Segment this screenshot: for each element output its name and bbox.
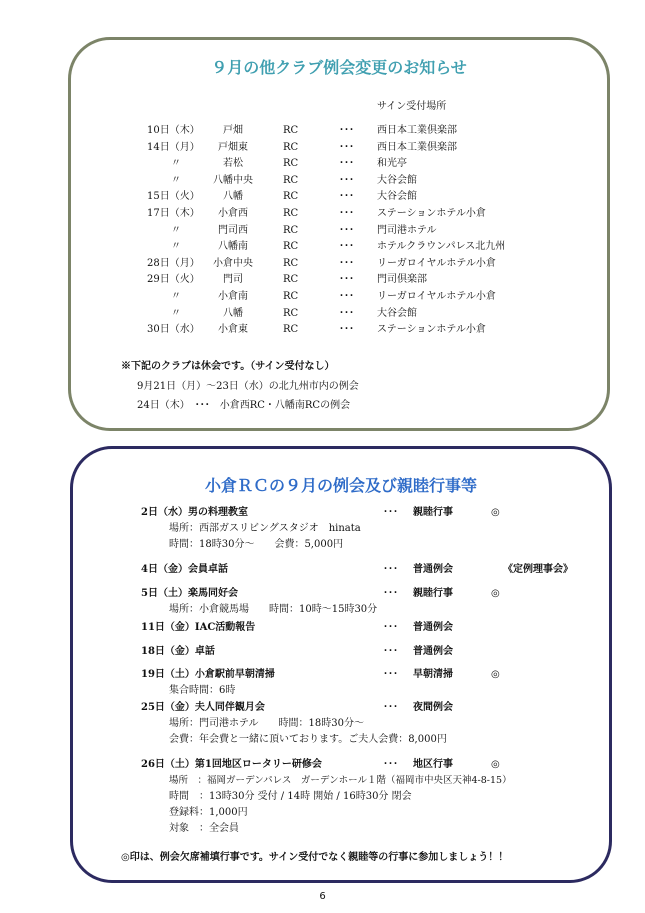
event-type: 親睦行事 — [413, 507, 453, 518]
row-rc: RC — [283, 191, 299, 203]
row-club: 小倉西 — [218, 208, 248, 219]
event-title: 26日（土）第1回地区ロータリー研修会 — [141, 759, 322, 770]
row-rc: RC — [283, 174, 299, 186]
event-detail: 場所：門司港ホテル 時間：18時30分～ — [169, 718, 364, 729]
event-dots: ･･･ — [383, 622, 398, 633]
event-detail: 場所 ：福岡ガーデンパレス ガーデンホール１階（福岡市中央区天神4-8-15） — [169, 775, 512, 786]
row-date: 10日（木） — [147, 125, 200, 136]
row-club: 小倉南 — [218, 291, 248, 302]
closure-note-line1: 9月21日（月）～23日（水）の北九州市内の例会 — [137, 381, 359, 392]
event-mark: ◎ — [491, 588, 500, 599]
row-dots: ･･･ — [339, 174, 354, 186]
row-place: リーガロイヤルホテル小倉 — [377, 291, 496, 302]
row-place: 門司倶楽部 — [377, 274, 427, 286]
row-date: 17日（木） — [147, 208, 200, 219]
row-club: 小倉東 — [218, 324, 248, 336]
event-title: 2日（水）男の料理教室 — [141, 507, 248, 518]
row-date: 30日（水） — [147, 324, 200, 336]
event-detail: 時間：18時30分～ 会費：5,000円 — [169, 539, 344, 550]
closure-note-heading: ※下記のクラブは休会です。（サイン受付なし） — [121, 361, 335, 372]
row-club: 八幡南 — [218, 241, 248, 253]
section1-title: ９月の他クラブ例会変更のお知らせ — [211, 58, 467, 77]
event-detail: 場所：小倉競馬場 時間：10時～15時30分 — [169, 604, 378, 615]
row-place: 西日本工業倶楽部 — [377, 125, 457, 136]
row-date: 〃 — [171, 291, 181, 302]
row-rc: RC — [283, 241, 299, 253]
event-dots: ･･･ — [383, 507, 398, 518]
row-dots: ･･･ — [339, 274, 354, 286]
row-rc: RC — [283, 274, 299, 286]
row-place: リーガロイヤルホテル小倉 — [377, 257, 496, 269]
event-dots: ･･･ — [383, 759, 398, 770]
event-dots: ･･･ — [383, 564, 398, 575]
row-place: 西日本工業倶楽部 — [377, 141, 457, 153]
event-detail: 時間 ：13時30分 受付 / 14時 開始 / 16時30分 閉会 — [169, 791, 412, 802]
footer-note: ◎印は、例会欠席補填行事です。サイン受付でなく親睦等の行事に参加しましょう！！ — [121, 852, 509, 863]
row-club: 門司 — [223, 274, 243, 286]
event-type: 普通例会 — [413, 622, 453, 633]
event-dots: ･･･ — [383, 669, 398, 680]
event-dots: ･･･ — [383, 588, 398, 599]
page-number: 6 — [319, 891, 326, 902]
closure-note-line2: 24日（木） ･･･ 小倉西RC・八幡南RCの例会 — [137, 400, 351, 411]
row-dots: ･･･ — [339, 291, 354, 302]
event-detail: 場所：西部ガスリビングスタジオ hinata — [169, 523, 361, 534]
event-type: 地区行事 — [413, 759, 453, 770]
row-date: 〃 — [171, 307, 181, 319]
event-detail: 集合時間：6時 — [169, 685, 236, 696]
event-type: 早朝清掃 — [413, 669, 453, 680]
row-club: 小倉中央 — [213, 257, 253, 269]
row-dots: ･･･ — [339, 224, 354, 236]
event-detail: 対象 ：全会員 — [169, 823, 239, 834]
row-rc: RC — [283, 141, 299, 153]
row-date: 〃 — [171, 241, 181, 253]
row-rc: RC — [283, 158, 299, 170]
monthly-events-box — [70, 446, 612, 883]
row-place: 和光亭 — [377, 158, 407, 170]
event-type: 普通例会 — [413, 564, 453, 575]
row-date: 14日（月） — [147, 141, 200, 153]
event-detail: 登録料：1,000円 — [169, 807, 248, 818]
row-dots: ･･･ — [339, 208, 354, 219]
row-club: 戸畑 — [223, 125, 243, 136]
row-place: ステーションホテル小倉 — [377, 208, 486, 219]
row-dots: ･･･ — [339, 141, 354, 153]
row-place: 大谷会館 — [377, 307, 417, 319]
row-rc: RC — [283, 125, 299, 136]
row-place: 門司港ホテル — [377, 224, 437, 236]
row-club: 八幡 — [223, 307, 243, 319]
event-type: 夜間例会 — [413, 702, 453, 713]
row-dots: ･･･ — [339, 158, 354, 170]
event-title: 18日（金）卓話 — [141, 646, 215, 657]
club-schedule-changes-box — [68, 37, 610, 431]
row-rc: RC — [283, 291, 299, 302]
row-place: ホテルクラウンパレス北九州 — [377, 241, 506, 253]
event-mark: ◎ — [491, 669, 500, 680]
row-club: 門司西 — [218, 224, 248, 236]
event-mark: ◎ — [491, 759, 500, 770]
row-date: 〃 — [171, 224, 181, 236]
event-type: 普通例会 — [413, 646, 453, 657]
row-club: 若松 — [223, 158, 243, 170]
event-title: 5日（土）楽馬同好会 — [141, 588, 238, 599]
row-dots: ･･･ — [339, 125, 354, 136]
row-rc: RC — [283, 307, 299, 319]
row-dots: ･･･ — [339, 307, 354, 319]
row-date: 15日（火） — [147, 191, 200, 203]
row-dots: ･･･ — [339, 191, 354, 203]
row-rc: RC — [283, 208, 299, 219]
location-header: サイン受付場所 — [377, 101, 447, 112]
event-title: 11日（金）IAC活動報告 — [141, 622, 256, 633]
row-rc: RC — [283, 224, 299, 236]
row-date: 29日（火） — [147, 274, 200, 286]
row-place: ステーションホテル小倉 — [377, 324, 486, 336]
row-club: 八幡中央 — [213, 174, 253, 186]
row-date: 〃 — [171, 158, 181, 170]
row-place: 大谷会館 — [377, 191, 417, 203]
row-dots: ･･･ — [339, 241, 354, 253]
row-date: 〃 — [171, 174, 181, 186]
section2-title: 小倉ＲＣの９月の例会及び親睦行事等 — [204, 476, 477, 495]
event-title: 4日（金）会員卓話 — [141, 564, 228, 575]
row-place: 大谷会館 — [377, 174, 417, 186]
row-date: 28日（月） — [147, 257, 200, 269]
event-mark: 《定例理事会》 — [503, 564, 573, 575]
row-dots: ･･･ — [339, 324, 354, 336]
event-title: 19日（土）小倉駅前早朝清掃 — [141, 669, 275, 680]
row-dots: ･･･ — [339, 257, 354, 269]
row-club: 八幡 — [223, 191, 243, 203]
event-dots: ･･･ — [383, 702, 398, 713]
event-detail: 会費：年会費と一緒に頂いております。ご夫人会費：8,000円 — [169, 734, 447, 745]
event-type: 親睦行事 — [413, 588, 453, 599]
event-title: 25日（金）夫人同伴観月会 — [141, 702, 265, 713]
event-mark: ◎ — [491, 507, 500, 518]
row-club: 戸畑東 — [218, 141, 248, 153]
event-dots: ･･･ — [383, 646, 398, 657]
row-rc: RC — [283, 324, 299, 336]
row-rc: RC — [283, 257, 299, 269]
